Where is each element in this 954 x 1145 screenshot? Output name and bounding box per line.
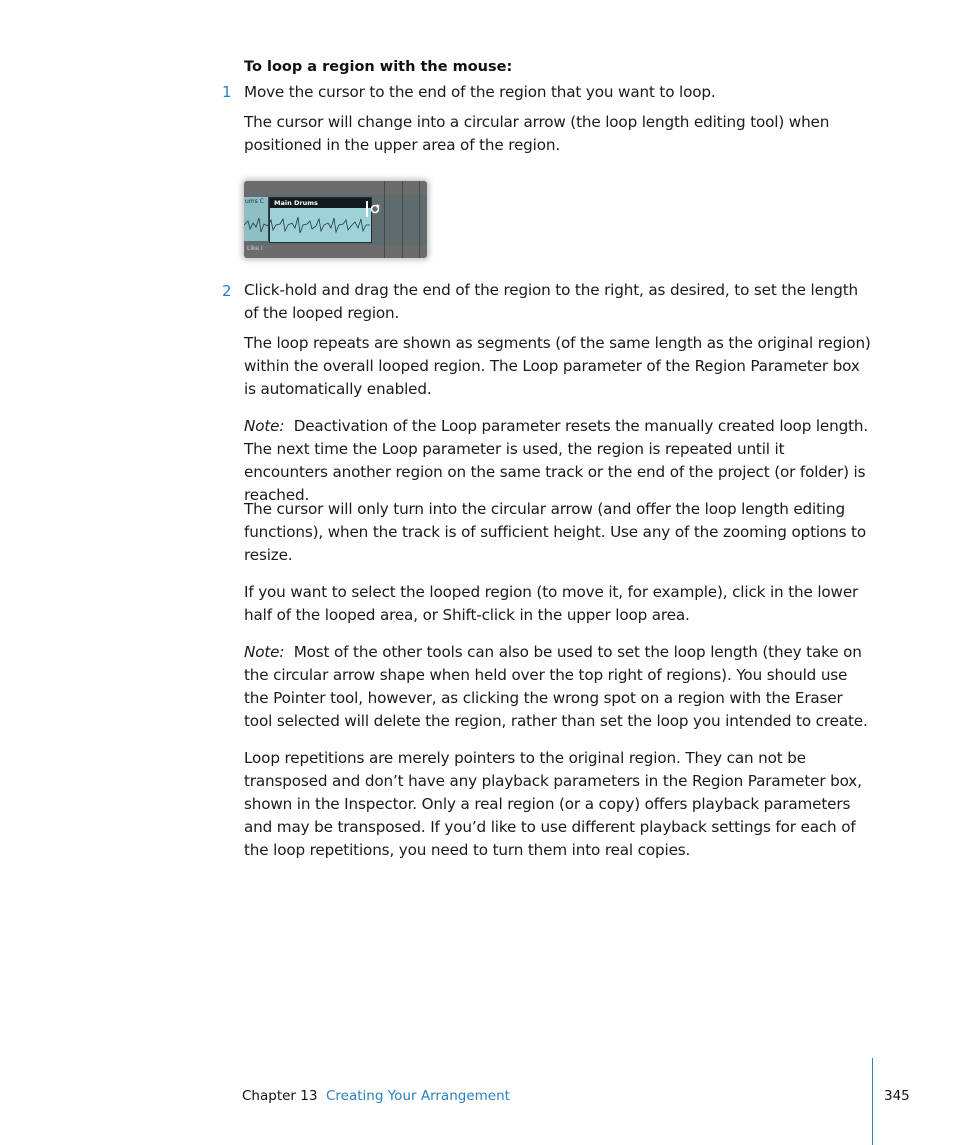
footer-divider — [872, 1058, 873, 1145]
step-number-1: 1 — [222, 83, 232, 101]
note-deactivation — [244, 415, 872, 507]
waveform — [244, 215, 370, 235]
previous-region-title: ums C — [245, 198, 264, 205]
note-text: Deactivation of the Loop parameter resets the manually created loop length. The next time the Loop parameter is used, the region is repeated until it encounters another region on the same track or the end of the project (or folder) is reached. — [244, 417, 869, 504]
page-number: 345 — [884, 1088, 910, 1104]
footer-chapter: Chapter 13 — [242, 1088, 318, 1104]
loop-cursor-icon — [366, 201, 380, 217]
region-header — [270, 198, 371, 208]
grid-line — [384, 181, 385, 258]
note-label: Note: — [244, 417, 285, 435]
paragraph-loop-repeats: The loop repeats are shown as segments (of the same length as the original region) within the overall looped region. The Loop parameter of the Region Parameter box is automatically enabled. — [244, 334, 871, 398]
note-label: Note: — [244, 643, 285, 661]
note-other-tools — [244, 641, 872, 733]
track-bottom-label: Like I — [247, 245, 263, 252]
paragraph-track-height: The cursor will only turn into the circular arrow (and offer the loop length editing functions), when the track is of sufficient height. Use any of the zooming options to resize. — [244, 500, 866, 564]
paragraph-cursor-change: The cursor will change into a circular arrow (the loop length editing tool) when positioned in the upper area of the region. — [244, 113, 830, 154]
step-text-2: Click-hold and drag the end of the region to the right, as desired, to set the length of the looped region. — [244, 281, 859, 322]
paragraph-select-looped: If you want to select the looped region (to move it, for example), click in the lower half of the looped area, or Shift-click in the upper loop area. — [244, 583, 859, 624]
footer-chapter-title[interactable]: Creating Your Arrangement — [326, 1088, 510, 1104]
step-text-1: Move the cursor to the end of the region that you want to loop. — [244, 83, 716, 101]
region-loop-screenshot — [244, 181, 427, 258]
grid-line — [419, 181, 420, 258]
paragraph-loop-repetitions: Loop repetitions are merely pointers to the original region. They can not be transposed and don’t have any playback parameters in the Region Parameter box, shown in the Inspector. Only a real region (or a copy) offers playback parameters and may be transposed. If you’d like to use different playback settings for each of the loop repetitions, you need to turn them into real copies. — [244, 749, 862, 859]
grid-line — [402, 181, 403, 258]
section-heading: To loop a region with the mouse: — [244, 59, 513, 75]
step-number-2: 2 — [222, 282, 232, 300]
note-text: Most of the other tools can also be used to set the loop length (they take on the circular arrow shape when held over the top right of regions). You should use the Pointer tool, however, as clicking the wrong spot on a region with the Eraser tool selected will delete the region, rather than set the loop you intended to create. — [244, 643, 868, 730]
region-title: Main Drums — [274, 199, 318, 207]
